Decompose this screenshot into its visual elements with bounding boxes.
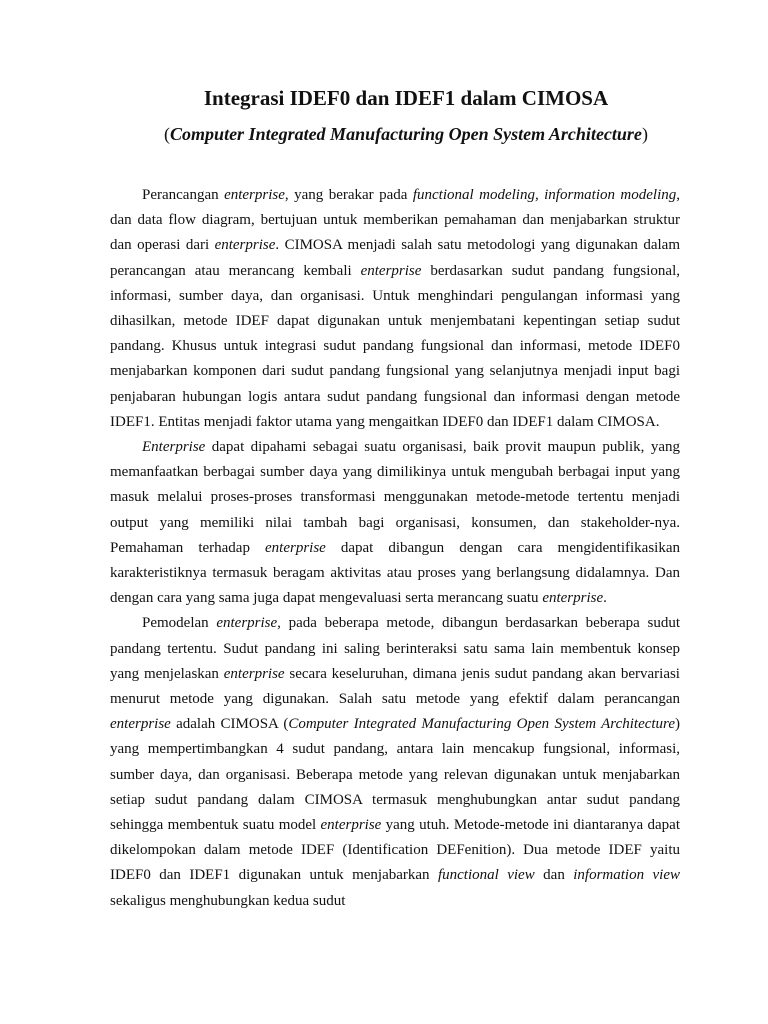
text-run: . xyxy=(603,590,607,607)
italic-run: enterprise xyxy=(542,590,604,607)
text-run: secara keseluruhan, dimana jenis sudut pandang akan bervariasi menurut metode yang digunakan. Salah satu metode yang efektif dalam perancangan xyxy=(110,665,680,708)
italic-run: Computer Integrated Manufacturing Open System Architecture xyxy=(288,716,675,733)
italic-run: enterprise xyxy=(223,665,285,682)
italic-run: enterprise xyxy=(110,716,171,733)
document-title: Integrasi IDEF0 dan IDEF1 dalam CIMOSA xyxy=(203,86,609,110)
text-run: dan xyxy=(534,867,574,884)
italic-run: enterprise xyxy=(265,539,326,556)
text-run: Pemodelan xyxy=(142,615,217,632)
text-run: adalah CIMOSA ( xyxy=(170,716,289,733)
text-run: dapat dibangun dengan cara mengidentifikasikan karakteristiknya termasuk beragam aktivitas atau proses yang berlangsung didalamnya. Dan dengan cara yang sama juga dapat mengevaluasi serta merancang suatu xyxy=(110,539,680,607)
text-run: , dan data flow diagram, bertujuan untuk memberikan pemahaman dan menjabarkan struktur dan operasi dari xyxy=(110,187,680,254)
paragraph-2 xyxy=(110,435,680,611)
text-run: . CIMOSA menjadi salah satu metodologi yang digunakan dalam perancangan atau merancang kembali xyxy=(110,237,681,279)
italic-run: functional modeling, information modeling xyxy=(412,187,677,203)
text-run: sekaligus menghubungkan kedua sudut xyxy=(110,892,346,909)
subtitle-open-paren: ( xyxy=(164,124,171,144)
text-run: pada beberapa metode, dibangun berdasarkan beberapa sudut pandang tertentu. Sudut pandang ini saling berinteraksi satu sama lain membentuk konsep yang menjelaskan xyxy=(110,615,680,682)
text-run: berdasarkan sudut pandang fungsional, informasi, sumber daya, dan organisasi. Untuk menghindari pengulangan informasi yang dihasilkan, metode IDEF dapat digunakan untuk menjembatani kepentingan setiap sudut pandang. Khusus untuk integrasi sudut pandang fungsional dan informasi, metode IDEF0 menjabarkan komponen dari sudut pandang fungsional yang selanjutnya menjadi input bagi penjabaran hubungan logis antara sudut pandang fungsional dan informasi dengan metode IDEF1. Entitas menjadi faktor utama yang mengaitkan IDEF0 dan IDEF1 dalam CIMOSA. xyxy=(110,262,680,430)
italic-run: Enterprise xyxy=(142,439,206,456)
paragraph-3 xyxy=(110,611,680,913)
paragraph-1 xyxy=(110,183,680,435)
italic-run: enterprise xyxy=(214,237,276,254)
subtitle-close-paren: ) xyxy=(641,124,648,144)
italic-run: enterprise xyxy=(320,817,382,834)
text-run: dapat dipahami sebagai suatu organisasi, baik provit maupun publik, yang memanfaatkan berbagai sumber daya yang dimilikinya untuk mengubah berbagai input yang masuk melalui proses-proses transformasi menggunakan metode-metode tertentu menjadi output yang memiliki nilai tambah bagi organisasi, konsumen, dan stakeholder-nya. Pemahaman terhadap xyxy=(110,439,680,556)
italic-run: information view xyxy=(573,867,681,884)
text-run: , yang berakar pada xyxy=(284,187,413,203)
text-run: yang utuh. Metode-metode ini diantaranya dapat dikelompokan dalam metode IDEF (Identification DEFenition). Dua metode IDEF yaitu IDEF0 dan IDEF1 digunakan untuk menjabarkan xyxy=(110,817,680,884)
text-run: ) yang mempertimbangkan 4 sudut pandang, antara lain mencakup fungsional, informasi, sumber daya, dan organisasi. Beberapa metode yang relevan digunakan untuk menjabarkan setiap sudut pandang dalam CIMOSA termasuk menghubungkan antar sudut pandang sehingga membentuk suatu model xyxy=(110,716,680,834)
italic-run: functional view xyxy=(437,867,535,884)
italic-run: enterprise xyxy=(360,262,422,279)
subtitle-text: Computer Integrated Manufacturing Open System Architecture xyxy=(170,124,642,144)
italic-run: enterprise xyxy=(224,187,285,203)
document-subtitle xyxy=(110,121,702,147)
italic-run: enterprise, xyxy=(216,615,281,632)
body-text xyxy=(110,183,680,914)
text-run: Perancangan xyxy=(142,187,225,203)
